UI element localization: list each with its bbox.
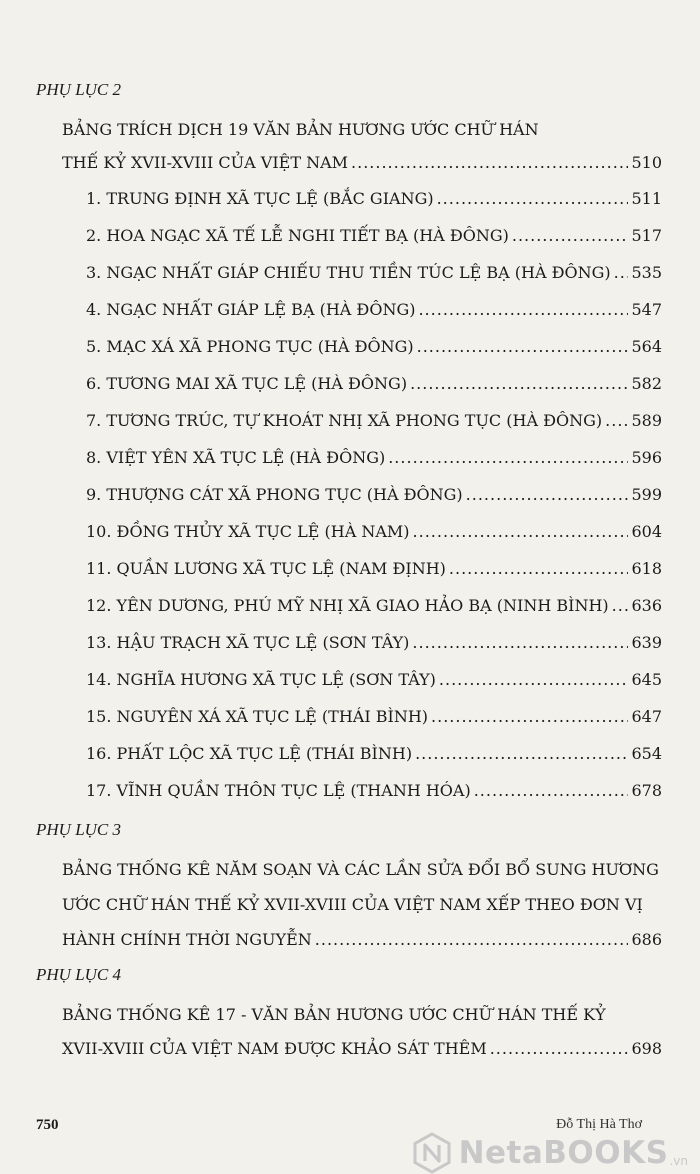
hexagon-n-logo-icon [411,1132,453,1174]
leader-dots [512,224,629,248]
toc-entry-10[interactable] [86,520,662,544]
toc-entry-16[interactable] [86,742,662,766]
watermark-suffix: .vn [669,1154,688,1168]
toc-entry-12[interactable] [86,594,662,618]
entry-title: XVII-XVIII CỦA VIỆT NAM ĐƯỢC KHẢO SÁT THÊM [62,1039,487,1058]
entry-page: 582 [631,374,662,393]
leader-dots [417,335,629,359]
leader-dots [605,409,628,433]
toc-entry-14[interactable] [86,668,662,692]
entry-title: 14. NGHĨA HƯƠNG XÃ TỤC LỆ (SƠN TÂY) [86,670,436,689]
entry-page: 596 [631,448,662,467]
netabooks-watermark [411,1132,688,1174]
entry-page: 599 [631,485,662,504]
entry-title: 4. NGẠC NHẤT GIÁP LỆ BẠ (HÀ ĐÔNG) [86,300,416,319]
toc-entry-6[interactable] [86,372,662,396]
entry-title: THẾ KỶ XVII-XVIII CỦA VIỆT NAM [62,153,349,172]
entry-title: 10. ĐỒNG THỦY XÃ TỤC LỆ (HÀ NAM) [86,522,410,541]
leader-dots [612,594,629,618]
appendix-2-title-entry[interactable] [62,151,662,175]
toc-entry-1[interactable] [86,187,662,211]
leader-dots [437,187,629,211]
toc-entry-15[interactable] [86,705,662,729]
leader-dots [439,668,629,692]
entry-page: 604 [631,522,662,541]
entry-title: 6. TƯƠNG MAI XÃ TỤC LỆ (HÀ ĐÔNG) [86,374,408,393]
toc-entry-4[interactable] [86,298,662,322]
entry-title: 8. VIỆT YÊN XÃ TỤC LỆ (HÀ ĐÔNG) [86,448,386,467]
entry-title: 11. QUẦN LƯƠNG XÃ TỤC LỆ (NAM ĐỊNH) [86,559,446,578]
appendix-3-heading: PHỤ LỤC 3 [36,820,122,839]
entry-page: 654 [631,744,662,763]
leader-dots [466,483,629,507]
toc-entry-13[interactable] [86,631,662,655]
leader-dots [431,705,628,729]
toc-entry-5[interactable] [86,335,662,359]
appendix-4-title-line-1: BẢNG THỐNG KÊ 17 - VĂN BẢN HƯƠNG ƯỚC CHỮ HÁN THẾ KỶ [62,1005,606,1024]
appendix-2-heading: PHỤ LỤC 2 [36,80,122,99]
leader-dots [418,298,628,322]
leader-dots [614,261,629,285]
entry-page: 645 [631,670,662,689]
entry-page: 686 [631,930,662,949]
entry-page: 636 [631,596,662,615]
entry-title: 1. TRUNG ĐỊNH XÃ TỤC LỆ (BẮC GIANG) [86,189,434,208]
running-footer-author: Đỗ Thị Hà Thơ [556,1117,642,1132]
appendix-3-title-entry[interactable] [62,928,662,952]
entry-title: 13. HẬU TRẠCH XÃ TỤC LỆ (SƠN TÂY) [86,633,410,652]
appendix-3-title-line-2: ƯỚC CHỮ HÁN THẾ KỶ XVII-XVIII CỦA VIỆT NAM XẾP THEO ĐƠN VỊ [62,895,643,914]
leader-dots [412,631,628,655]
appendix-4-title-entry[interactable] [62,1037,662,1061]
entry-page: 517 [631,226,662,245]
toc-entry-11[interactable] [86,557,662,581]
entry-page: 698 [631,1039,662,1058]
leader-dots [449,557,629,581]
entry-title: 9. THƯỢNG CÁT XÃ PHONG TỤC (HÀ ĐÔNG) [86,485,463,504]
entry-page: 589 [631,411,662,430]
leader-dots [413,520,629,544]
toc-entry-9[interactable] [86,483,662,507]
entry-page: 618 [631,559,662,578]
toc-entry-7[interactable] [86,409,662,433]
entry-title: 7. TƯƠNG TRÚC, TỰ KHOÁT NHỊ XÃ PHONG TỤC (HÀ ĐÔNG) [86,411,603,430]
leader-dots [315,928,629,952]
toc-entry-2[interactable] [86,224,662,248]
entry-title: 5. MẠC XÁ XÃ PHONG TỤC (HÀ ĐÔNG) [86,337,414,356]
entry-page: 547 [631,300,662,319]
entry-title: 12. YÊN DƯƠNG, PHÚ MỸ NHỊ XÃ GIAO HẢO BẠ (NINH BÌNH) [86,596,609,615]
entry-title: 15. NGUYÊN XÁ XÃ TỤC LỆ (THÁI BÌNH) [86,707,429,726]
appendix-2-title-line-1: BẢNG TRÍCH DỊCH 19 VĂN BẢN HƯƠNG ƯỚC CHỮ HÁN [62,120,539,139]
entry-page: 639 [631,633,662,652]
entry-title: 2. HOA NGẠC XÃ TẾ LỄ NGHI TIẾT BẠ (HÀ ĐÔNG) [86,226,509,245]
appendix-3-title-line-1: BẢNG THỐNG KÊ NĂM SOẠN VÀ CÁC LẦN SỬA ĐỔI BỔ SUNG HƯƠNG [62,860,659,879]
toc-entry-3[interactable] [86,261,662,285]
toc-entry-8[interactable] [86,446,662,470]
entry-title: 16. PHẤT LỘC XÃ TỤC LỆ (THÁI BÌNH) [86,744,413,763]
leader-dots [415,742,628,766]
entry-page: 647 [631,707,662,726]
page-number: 750 [36,1117,59,1133]
entry-page: 535 [631,263,662,282]
leader-dots [490,1037,629,1061]
entry-title: 17. VĨNH QUẦN THÔN TỤC LỆ (THANH HÓA) [86,781,471,800]
entry-page: 564 [631,337,662,356]
leader-dots [410,372,628,396]
entry-page: 510 [631,153,662,172]
watermark-brand: NetaBOOKS [458,1135,669,1171]
entry-page: 678 [631,781,662,800]
leader-dots [474,779,629,803]
entry-title: 3. NGẠC NHẤT GIÁP CHIẾU THU TIỀN TÚC LỆ BẠ (HÀ ĐÔNG) [86,263,611,282]
leader-dots [351,151,628,175]
appendix-4-heading: PHỤ LỤC 4 [36,965,122,984]
leader-dots [388,446,628,470]
entry-page: 511 [631,189,662,208]
toc-entry-17[interactable] [86,779,662,803]
entry-title: HÀNH CHÍNH THỜI NGUYỄN [62,930,312,949]
